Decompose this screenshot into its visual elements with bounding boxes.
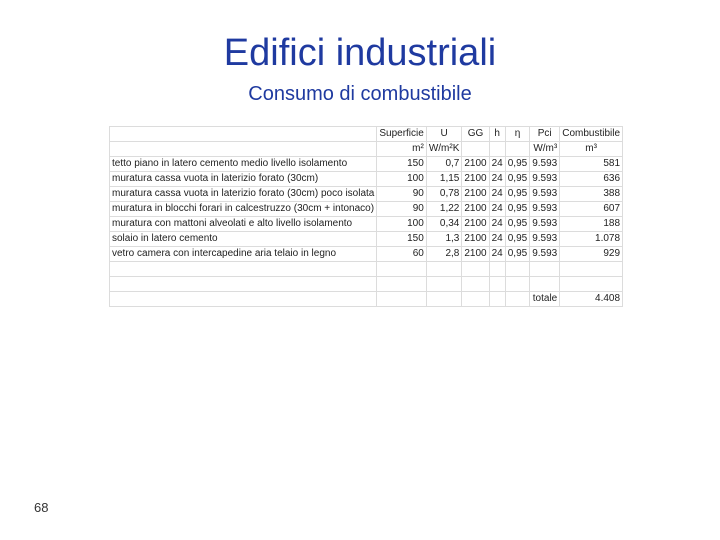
table-row <box>110 172 623 187</box>
cell-comb: 581 <box>560 157 623 172</box>
unit-h <box>489 142 505 157</box>
total-value: 4.408 <box>560 292 623 307</box>
empty-cell <box>377 292 426 307</box>
cell-superficie: 90 <box>377 202 426 217</box>
empty-cell <box>377 277 426 292</box>
unit-eta <box>505 142 529 157</box>
cell-desc: tetto piano in latero cemento medio livello isolamento <box>110 157 377 172</box>
cell-comb: 388 <box>560 187 623 202</box>
empty-cell <box>110 262 377 277</box>
cell-superficie: 150 <box>377 232 426 247</box>
cell-eta: 0,95 <box>505 187 529 202</box>
cell-gg: 2100 <box>462 247 489 262</box>
cell-comb: 1.078 <box>560 232 623 247</box>
empty-cell <box>505 262 529 277</box>
cell-superficie: 100 <box>377 172 426 187</box>
cell-u: 0,7 <box>426 157 462 172</box>
cell-eta: 0,95 <box>505 247 529 262</box>
table-row <box>110 202 623 217</box>
cell-superficie: 90 <box>377 187 426 202</box>
empty-cell <box>110 292 377 307</box>
unit-cell-desc <box>110 142 377 157</box>
cell-h: 24 <box>489 232 505 247</box>
slide-title: Edifici industriali <box>223 32 497 74</box>
spreadsheet-table <box>109 126 621 412</box>
empty-cell <box>530 262 560 277</box>
table-row <box>110 247 623 262</box>
cell-desc: muratura cassa vuota in laterizio forato (30cm) <box>110 172 377 187</box>
table-row <box>110 157 623 172</box>
table-row <box>110 217 623 232</box>
cell-comb: 636 <box>560 172 623 187</box>
header-h: h <box>489 127 505 142</box>
empty-cell <box>489 262 505 277</box>
cell-gg: 2100 <box>462 187 489 202</box>
empty-cell <box>462 292 489 307</box>
cell-u: 1,3 <box>426 232 462 247</box>
units-row <box>110 142 623 157</box>
header-superficie: Superficie <box>377 127 426 142</box>
cell-h: 24 <box>489 217 505 232</box>
empty-cell <box>530 277 560 292</box>
unit-combustibile: m³ <box>560 142 623 157</box>
cell-superficie: 100 <box>377 217 426 232</box>
empty-cell <box>489 277 505 292</box>
cell-h: 24 <box>489 172 505 187</box>
cell-pci: 9.593 <box>530 232 560 247</box>
empty-cell <box>505 292 529 307</box>
empty-cell <box>462 277 489 292</box>
cell-pci: 9.593 <box>530 217 560 232</box>
cell-u: 0,78 <box>426 187 462 202</box>
empty-cell <box>377 262 426 277</box>
unit-superficie: m² <box>377 142 426 157</box>
cell-pci: 9.593 <box>530 202 560 217</box>
header-combustibile: Combustibile <box>560 127 623 142</box>
header-row <box>110 127 623 142</box>
empty-cell <box>462 262 489 277</box>
cell-gg: 2100 <box>462 217 489 232</box>
fuel-consumption-table <box>109 126 623 307</box>
slide-subtitle: Consumo di combustibile <box>248 83 472 105</box>
header-gg: GG <box>462 127 489 142</box>
cell-gg: 2100 <box>462 232 489 247</box>
cell-pci: 9.593 <box>530 187 560 202</box>
total-row <box>110 292 623 307</box>
page-number: 68 <box>34 500 49 515</box>
empty-cell <box>489 292 505 307</box>
cell-desc: muratura in blocchi forari in calcestruzzo (30cm + intonaco) <box>110 202 377 217</box>
cell-eta: 0,95 <box>505 172 529 187</box>
unit-gg <box>462 142 489 157</box>
empty-cell <box>560 277 623 292</box>
cell-eta: 0,95 <box>505 157 529 172</box>
cell-h: 24 <box>489 157 505 172</box>
empty-cell <box>110 277 377 292</box>
unit-pci: W/m³ <box>530 142 560 157</box>
cell-desc: solaio in latero cemento <box>110 232 377 247</box>
header-u: U <box>426 127 462 142</box>
empty-cell <box>426 262 462 277</box>
empty-cell <box>426 292 462 307</box>
cell-pci: 9.593 <box>530 157 560 172</box>
cell-desc: muratura con mattoni alveolati e alto livello isolamento <box>110 217 377 232</box>
cell-superficie: 150 <box>377 157 426 172</box>
cell-h: 24 <box>489 247 505 262</box>
table-row <box>110 187 623 202</box>
table-row <box>110 232 623 247</box>
empty-cell <box>505 277 529 292</box>
cell-u: 0,34 <box>426 217 462 232</box>
cell-h: 24 <box>489 187 505 202</box>
header-eta: η <box>505 127 529 142</box>
cell-u: 1,15 <box>426 172 462 187</box>
cell-pci: 9.593 <box>530 247 560 262</box>
cell-superficie: 60 <box>377 247 426 262</box>
cell-gg: 2100 <box>462 157 489 172</box>
empty-cell <box>426 277 462 292</box>
cell-gg: 2100 <box>462 172 489 187</box>
empty-cell <box>560 262 623 277</box>
cell-eta: 0,95 <box>505 232 529 247</box>
empty-row <box>110 277 623 292</box>
cell-h: 24 <box>489 202 505 217</box>
cell-u: 1,22 <box>426 202 462 217</box>
header-pci: Pci <box>530 127 560 142</box>
header-cell-desc <box>110 127 377 142</box>
total-label: totale <box>530 292 560 307</box>
unit-u: W/m²K <box>426 142 462 157</box>
cell-desc: muratura cassa vuota in laterizio forato (30cm) poco isolata <box>110 187 377 202</box>
cell-pci: 9.593 <box>530 172 560 187</box>
empty-row <box>110 262 623 277</box>
cell-comb: 188 <box>560 217 623 232</box>
cell-desc: vetro camera con intercapedine aria telaio in legno <box>110 247 377 262</box>
cell-eta: 0,95 <box>505 202 529 217</box>
cell-comb: 929 <box>560 247 623 262</box>
cell-u: 2,8 <box>426 247 462 262</box>
cell-eta: 0,95 <box>505 217 529 232</box>
cell-comb: 607 <box>560 202 623 217</box>
cell-gg: 2100 <box>462 202 489 217</box>
